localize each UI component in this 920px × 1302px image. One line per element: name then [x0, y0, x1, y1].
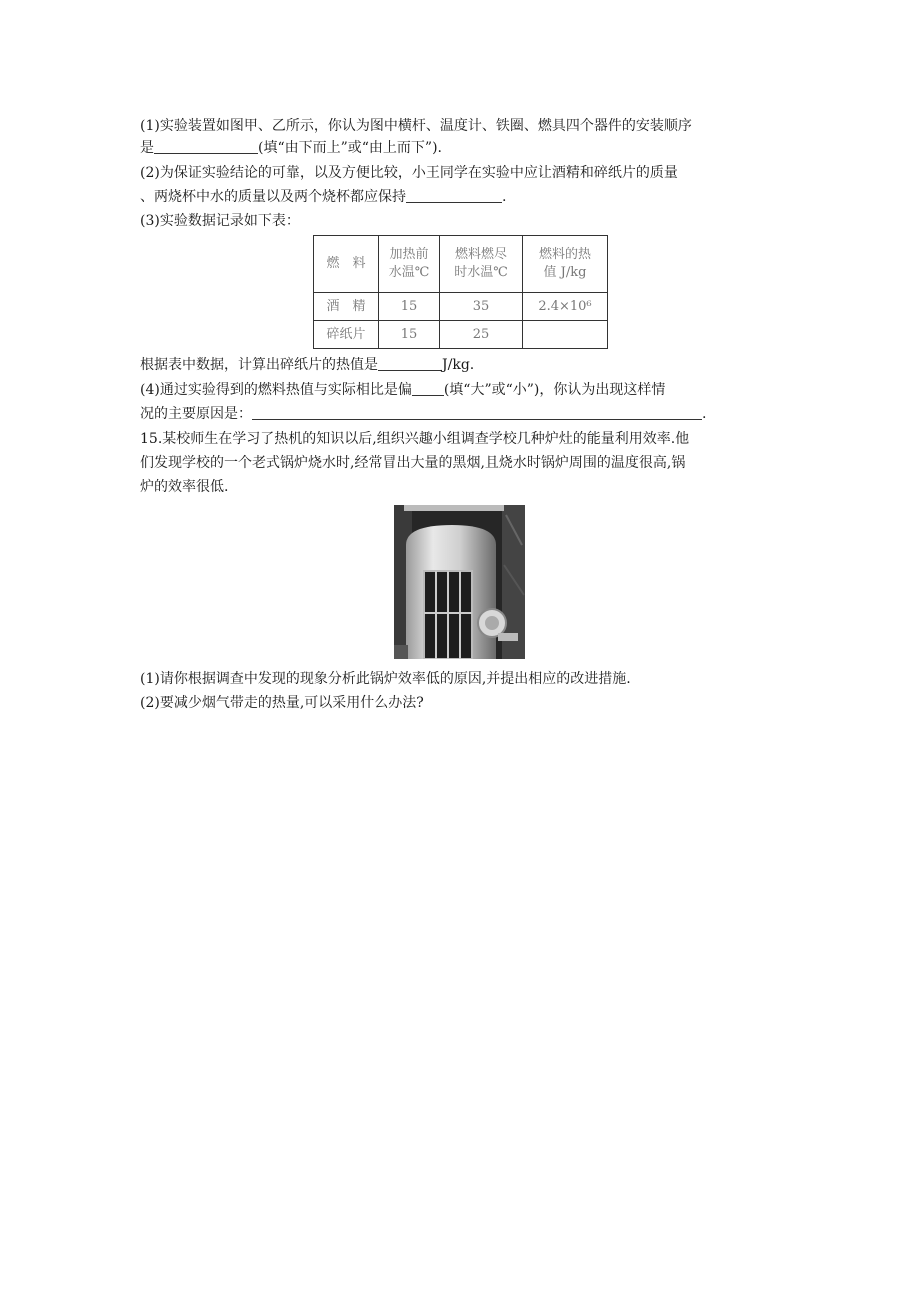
q14-part2-line1: (2)为保证实验结论的可靠，以及方便比较，小王同学在实验中应让酒精和碎纸片的质量 — [140, 165, 678, 181]
q14-part2-suffix: . — [502, 189, 507, 205]
table-header-before: 加热前 水温℃ — [379, 236, 440, 293]
answer-blank-4[interactable] — [412, 381, 444, 396]
table-cell-fuel: 酒 精 — [314, 293, 379, 321]
table-cell-before: 15 — [379, 321, 440, 349]
answer-blank-3[interactable] — [378, 356, 442, 371]
table-header-after: 燃料燃尽 时水温℃ — [440, 236, 523, 293]
table-cell-after: 25 — [440, 321, 523, 349]
q14-part2-prefix: 、两烧杯中水的质量以及两个烧杯都应保持 — [140, 189, 406, 205]
table-cell-after: 35 — [440, 293, 523, 321]
q14-part1-line2 — [140, 138, 442, 158]
table-header-fuel: 燃 料 — [314, 236, 379, 293]
answer-blank-1[interactable] — [154, 139, 258, 154]
q14-part3-prefix: 根据表中数据，计算出碎纸片的热值是 — [140, 357, 378, 373]
q14-part1-line1: (1)实验装置如图甲、乙所示，你认为图中横杆、温度计、铁圈、燃具四个器件的安装顺序 — [140, 118, 692, 134]
q15-sub2: (2)要减少烟气带走的热量,可以采用什么办法? — [140, 695, 424, 711]
q15-line1: 15.某校师生在学习了热机的知识以后,组织兴趣小组调查学校几种炉灶的能量利用效率.他 — [140, 431, 690, 447]
answer-blank-5[interactable] — [252, 405, 702, 420]
q14-part1-suffix: (填“由下而上”或“由上而下”). — [258, 140, 443, 156]
q14-part4-line1 — [140, 380, 665, 400]
table-header-heat-value: 燃料的热 值 J/kg — [523, 236, 608, 293]
q14-part3-suffix: J/kg. — [442, 357, 475, 373]
q15-sub1: (1)请你根据调查中发现的现象分析此锅炉效率低的原因,并提出相应的改进措施. — [140, 671, 631, 687]
q14-part3-intro: (3)实验数据记录如下表： — [140, 213, 300, 229]
boiler-photo-icon — [394, 505, 525, 659]
table-cell-heat-value: 2.4×10⁶ — [523, 293, 608, 321]
q14-part4-reason-prefix: 况的主要原因是： — [140, 406, 252, 422]
q14-part1-prefix: 是 — [140, 140, 154, 156]
table-row — [314, 321, 608, 349]
table-cell-before: 15 — [379, 293, 440, 321]
q14-part4-line2 — [140, 404, 706, 424]
table-row — [314, 293, 608, 321]
q15-line3: 炉的效率很低. — [140, 479, 229, 495]
answer-blank-2[interactable] — [406, 188, 502, 203]
q15-line2: 们发现学校的一个老式锅炉烧水时,经常冒出大量的黑烟,且烧水时锅炉周围的温度很高,锅 — [140, 455, 686, 471]
data-table — [313, 235, 608, 349]
q14-part4-suffix: (填“大”或“小”)，你认为出现这样情 — [443, 382, 666, 398]
q14-part4-reason-suffix: . — [702, 406, 707, 422]
q14-part2-line2 — [140, 187, 506, 207]
table-header-row — [314, 236, 608, 293]
q14-part4-prefix: (4)通过实验得到的燃料热值与实际相比是偏 — [140, 382, 412, 398]
q14-part3-calc — [140, 355, 474, 375]
table-cell-heat-value[interactable] — [523, 321, 608, 349]
table-cell-fuel: 碎纸片 — [314, 321, 379, 349]
